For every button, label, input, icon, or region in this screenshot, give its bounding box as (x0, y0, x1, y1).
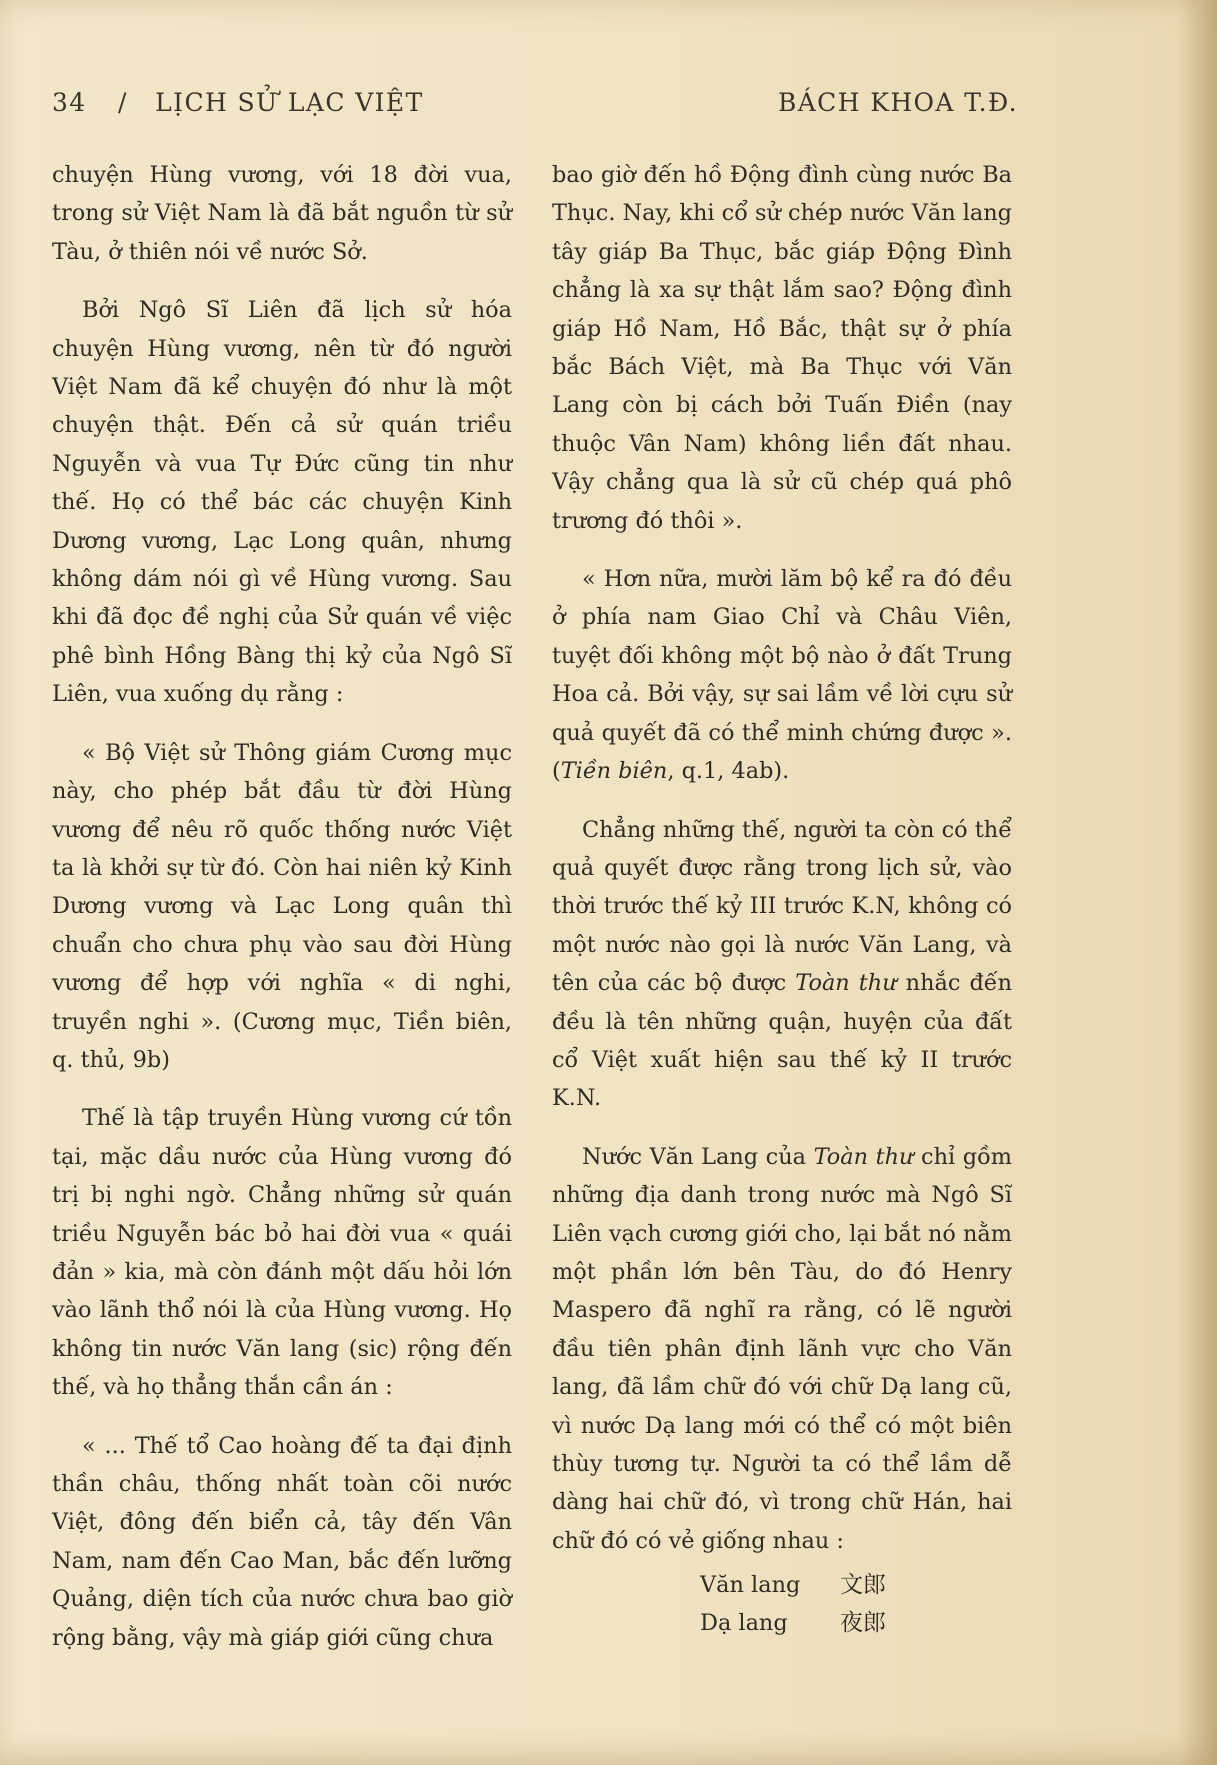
page-header (52, 88, 1018, 128)
paragraph: Bởi Ngô Sĩ Liên đã lịch sử hóa chuyện Hùng vương, nên từ đó người Việt Nam đã kể chuyện đó như là một chuyện thật. Đến cả sử quán triều Nguyễn và vua Tự Đức cũng tin như thế. Họ có thể bác các chuyện Kinh Dương vương, Lạc Long quân, nhưng không dám nói gì về Hùng vương. Sau khi đã đọc đề nghị của Sử quán về việc phê bình Hồng Bàng thị kỷ của Ngô Sĩ Liên, vua xuống dụ rằng : (52, 297, 512, 708)
character-row (700, 1604, 1012, 1642)
paragraph-text: Nước Văn Lang của (582, 1143, 814, 1170)
citation-rest: , q.1, 4ab). (667, 758, 790, 785)
page-number: 34 (52, 88, 87, 117)
romanized-name: Dạ lang (700, 1610, 788, 1637)
character-row (700, 1566, 1012, 1604)
book-title: Toàn thư (795, 970, 897, 997)
journal-title: BÁCH KHOA T.Đ. (777, 88, 1018, 117)
book-title: Toàn thư (813, 1143, 914, 1170)
paragraph: bao giờ đến hồ Động đình cùng nước Ba Thục. Nay, khi cổ sử chép nước Văn lang tây giáp Ba Thục, bắc giáp Động Đình chẳng là xa sự thật lắm sao? Động đình giáp Hồ Nam, Hồ Bắc, thật sự ở phía bắc Bách Việt, mà Ba Thục với Văn Lang còn bị cách bởi Tuấn Điền (nay thuộc Vân Nam) không liền đất nhau. Vậy chẳng qua là sử cũ chép quá phô trương đó thôi ». (552, 162, 1013, 534)
paragraph-text: chỉ gồm những địa danh trong nước mà Ngô Sĩ Liên vạch cương giới cho, lại bắt nó nằm một phần lớn bên Tàu, do đó Henry Maspero đã nghĩ ra rằng, có lẽ người đầu tiên phân định lãnh vực cho Văn lang, đã lầm chữ đó với chữ Dạ lang cũ, vì nước Dạ lang mới có thể có một biên thùy tương tự. Người ta có thể lầm dễ dàng hai chữ đó, vì trong chữ Hán, hai chữ đó có vẻ giống nhau : (552, 1143, 1012, 1554)
paragraph (552, 1138, 1012, 1560)
paragraph: chuyện Hùng vương, với 18 đời vua, trong sử Việt Nam là đã bắt nguồn từ sử Tàu, ở thiên nói về nước Sở. (52, 162, 512, 265)
paragraph (552, 811, 1012, 1118)
quote-paragraph: « Bộ Việt sử Thông giám Cương mục này, cho phép bắt đầu từ đời Hùng vương để nêu rõ quốc thống nước Việt ta là khởi sự từ đó. Còn hai niên kỷ Kinh Dương vương và Lạc Long quân thì chuẩn cho chưa phụ vào sau đời Hùng vương để hợp với nghĩa « di nghi, truyền nghi ». (Cương mục, Tiền biên, q. thủ, 9b) (52, 739, 512, 1073)
paragraph-text: nhắc đến đều là tên những quận, huyện của đất cổ Việt xuất hiện sau thế kỷ II trước K.N. (552, 970, 1012, 1112)
header-separator: / (117, 88, 128, 117)
header-left (52, 88, 424, 117)
paragraph-text: Chẳng những thế, người ta còn có thể quả quyết được rằng trong lịch sử, vào thời trước thế kỷ III trước K.N, không có một nước nào gọi là nước Văn Lang, và tên của các bộ được (552, 816, 1012, 997)
quote-paragraph: « ... Thế tổ Cao hoàng đế ta đại định thần châu, thống nhất toàn cõi nước Việt, đông đến biển cả, tây đến Vân Nam, nam đến Cao Man, bắc đến lưỡng Quảng, diện tích của nước chưa bao giờ rộng bằng, vậy mà giáp giới cũng chưa (52, 1432, 512, 1651)
character-comparison (700, 1566, 1012, 1642)
citation-title: Tiền biên (560, 758, 668, 785)
quote-text: « Hơn nữa, mười lăm bộ kể ra đó đều ở phía nam Giao Chỉ và Châu Viên, tuyệt đối không một bộ nào ở đất Trung Hoa cả. Bởi vậy, sự sai lầm về lời cựu sử quả quyết đã có thể minh chứng được ». ( (552, 566, 1012, 785)
right-column (552, 156, 1012, 1642)
paragraph: Thế là tập truyền Hùng vương cứ tồn tại, mặc dầu nước của Hùng vương đó trị bị nghi ngờ. Chẳng những sử quán triều Nguyễn bác bỏ hai đời vua « quái đản » kia, mà còn đánh một dấu hỏi lớn vào lãnh thổ nói là của Hùng vương. Họ không tin nước Văn lang (sic) rộng đến thế, và họ thẳng thắn cần án : (52, 1105, 512, 1401)
han-characters: 文郎 (840, 1572, 886, 1599)
quote-paragraph (552, 560, 1012, 790)
romanized-name: Văn lang (700, 1572, 801, 1599)
running-title: LỊCH SỬ LẠC VIỆT (155, 88, 424, 117)
han-characters: 夜郎 (840, 1610, 886, 1637)
left-column (52, 156, 512, 1677)
